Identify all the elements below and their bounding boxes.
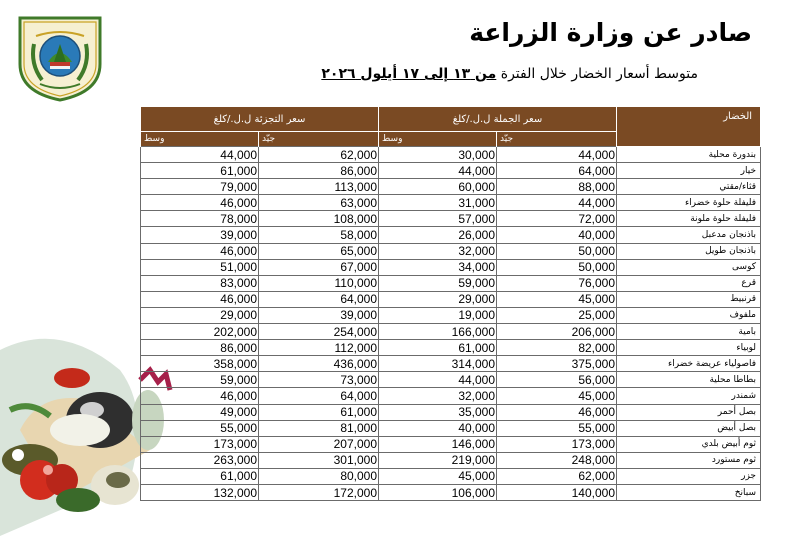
seal-icon <box>14 14 106 102</box>
retail-good-cell: 301,000 <box>259 452 379 468</box>
retail-medium-cell: 79,000 <box>141 179 259 195</box>
wholesale-medium-cell: 314,000 <box>379 356 497 372</box>
retail-price-header: سعر التجزئة ل.ل./كلغ <box>141 107 379 132</box>
table-row <box>141 356 761 372</box>
wholesale-medium-cell: 26,000 <box>379 227 497 243</box>
page-title: صادر عن وزارة الزراعة <box>469 18 752 47</box>
wholesale-good-cell: 45,000 <box>497 291 617 307</box>
wholesale-medium-cell: 44,000 <box>379 372 497 388</box>
retail-medium-cell: 78,000 <box>141 211 259 227</box>
wholesale-medium-cell: 44,000 <box>379 163 497 179</box>
retail-medium-cell: 44,000 <box>141 147 259 163</box>
wholesale-good-cell: 45,000 <box>497 388 617 404</box>
retail-good-cell: 86,000 <box>259 163 379 179</box>
vegetable-name-cell: فاصولياء عريضة خضراء <box>617 356 761 372</box>
retail-good-cell: 80,000 <box>259 468 379 484</box>
wholesale-good-cell: 46,000 <box>497 404 617 420</box>
wholesale-medium-cell: 60,000 <box>379 179 497 195</box>
wholesale-good-cell: 82,000 <box>497 340 617 356</box>
wholesale-medium-cell: 219,000 <box>379 452 497 468</box>
retail-good-header: جيّد <box>259 132 379 147</box>
retail-good-cell: 58,000 <box>259 227 379 243</box>
subtitle-prefix: متوسط أسعار الخضار خلال الفترة <box>500 66 698 82</box>
table-row <box>141 179 761 195</box>
vegetable-name-cell: باذنجان مدعبل <box>617 227 761 243</box>
wholesale-medium-cell: 40,000 <box>379 420 497 436</box>
wholesale-good-cell: 88,000 <box>497 179 617 195</box>
table-row <box>141 195 761 211</box>
wholesale-good-header: جيّد <box>497 132 617 147</box>
table-row <box>141 275 761 291</box>
table-row <box>141 259 761 275</box>
retail-medium-cell: 46,000 <box>141 291 259 307</box>
table-row <box>141 211 761 227</box>
wholesale-medium-cell: 57,000 <box>379 211 497 227</box>
wholesale-good-cell: 173,000 <box>497 436 617 452</box>
retail-good-cell: 207,000 <box>259 436 379 452</box>
table-row <box>141 436 761 452</box>
retail-medium-cell: 61,000 <box>141 468 259 484</box>
table-row <box>141 388 761 404</box>
table-row <box>141 340 761 356</box>
table-row <box>141 468 761 484</box>
wholesale-medium-cell: 32,000 <box>379 388 497 404</box>
retail-medium-cell: 132,000 <box>141 484 259 500</box>
table-row <box>141 227 761 243</box>
retail-medium-cell: 61,000 <box>141 163 259 179</box>
vegetable-name-cell: ملفوف <box>617 307 761 323</box>
wholesale-good-cell: 50,000 <box>497 243 617 259</box>
wholesale-good-cell: 76,000 <box>497 275 617 291</box>
retail-medium-header: وسط <box>141 132 259 147</box>
retail-good-cell: 254,000 <box>259 324 379 340</box>
wholesale-price-header: سعر الجملة ل.ل./كلغ <box>379 107 617 132</box>
vegetable-name-cell: سبانخ <box>617 484 761 500</box>
retail-good-cell: 73,000 <box>259 372 379 388</box>
wholesale-medium-cell: 45,000 <box>379 468 497 484</box>
subtitle-period: من ١٣ إلى ١٧ أيلول ٢٠٢٦ <box>321 66 497 82</box>
retail-medium-cell: 55,000 <box>141 420 259 436</box>
table-row <box>141 163 761 179</box>
retail-good-cell: 172,000 <box>259 484 379 500</box>
retail-medium-cell: 29,000 <box>141 307 259 323</box>
table-row <box>141 372 761 388</box>
table-row <box>141 147 761 163</box>
vegetable-name-cell: ثوم مستورد <box>617 452 761 468</box>
table-row <box>141 452 761 468</box>
vegetable-name-cell: قرع <box>617 275 761 291</box>
vegetable-name-cell: بصل أبيض <box>617 420 761 436</box>
retail-good-cell: 64,000 <box>259 291 379 307</box>
retail-good-cell: 39,000 <box>259 307 379 323</box>
table-row <box>141 307 761 323</box>
retail-good-cell: 436,000 <box>259 356 379 372</box>
wholesale-good-cell: 56,000 <box>497 372 617 388</box>
vegetable-name-cell: ثوم أبيض بلدي <box>617 436 761 452</box>
retail-good-cell: 61,000 <box>259 404 379 420</box>
retail-good-cell: 62,000 <box>259 147 379 163</box>
wholesale-medium-cell: 29,000 <box>379 291 497 307</box>
wholesale-good-cell: 64,000 <box>497 163 617 179</box>
table-header-row <box>141 107 761 132</box>
table-row <box>141 484 761 500</box>
vegetable-name-cell: باذنجان طويل <box>617 243 761 259</box>
wholesale-good-cell: 140,000 <box>497 484 617 500</box>
vegetables-header: الخضار <box>617 107 761 147</box>
retail-good-cell: 112,000 <box>259 340 379 356</box>
table-row <box>141 243 761 259</box>
retail-good-cell: 81,000 <box>259 420 379 436</box>
vegetable-name-cell: بندورة محلية <box>617 147 761 163</box>
retail-medium-cell: 358,000 <box>141 356 259 372</box>
ministry-logo <box>14 14 106 102</box>
wholesale-medium-cell: 35,000 <box>379 404 497 420</box>
wholesale-medium-header: وسط <box>379 132 497 147</box>
wholesale-good-cell: 72,000 <box>497 211 617 227</box>
wholesale-medium-cell: 166,000 <box>379 324 497 340</box>
vegetable-name-cell: شمندر <box>617 388 761 404</box>
vegetable-name-cell: بصل أحمر <box>617 404 761 420</box>
retail-medium-cell: 46,000 <box>141 243 259 259</box>
retail-good-cell: 65,000 <box>259 243 379 259</box>
table-row <box>141 404 761 420</box>
vegetable-name-cell: جزر <box>617 468 761 484</box>
wholesale-good-cell: 25,000 <box>497 307 617 323</box>
retail-good-cell: 108,000 <box>259 211 379 227</box>
wholesale-medium-cell: 34,000 <box>379 259 497 275</box>
retail-good-cell: 64,000 <box>259 388 379 404</box>
retail-medium-cell: 49,000 <box>141 404 259 420</box>
wholesale-good-cell: 55,000 <box>497 420 617 436</box>
period-subtitle <box>321 66 698 82</box>
retail-good-cell: 113,000 <box>259 179 379 195</box>
retail-medium-cell: 51,000 <box>141 259 259 275</box>
retail-good-cell: 110,000 <box>259 275 379 291</box>
wholesale-good-cell: 62,000 <box>497 468 617 484</box>
vegetable-name-cell: لوبياء <box>617 340 761 356</box>
retail-medium-cell: 46,000 <box>141 195 259 211</box>
prices-table <box>140 106 761 501</box>
table-row <box>141 420 761 436</box>
wholesale-good-cell: 206,000 <box>497 324 617 340</box>
prices-table-body <box>141 147 761 501</box>
vegetable-name-cell: بطاطا محلية <box>617 372 761 388</box>
wholesale-good-cell: 44,000 <box>497 195 617 211</box>
wholesale-good-cell: 44,000 <box>497 147 617 163</box>
wholesale-medium-cell: 106,000 <box>379 484 497 500</box>
retail-medium-cell: 39,000 <box>141 227 259 243</box>
wholesale-good-cell: 248,000 <box>497 452 617 468</box>
wholesale-medium-cell: 31,000 <box>379 195 497 211</box>
retail-medium-cell: 59,000 <box>141 372 259 388</box>
vegetable-name-cell: خيار <box>617 163 761 179</box>
vegetable-name-cell: فليفلة حلوة ملونة <box>617 211 761 227</box>
wholesale-medium-cell: 146,000 <box>379 436 497 452</box>
vegetable-name-cell: قثاء/مقتي <box>617 179 761 195</box>
retail-medium-cell: 83,000 <box>141 275 259 291</box>
table-row <box>141 291 761 307</box>
vegetable-name-cell: كوسى <box>617 259 761 275</box>
retail-medium-cell: 46,000 <box>141 388 259 404</box>
vegetable-name-cell: بامية <box>617 324 761 340</box>
retail-medium-cell: 86,000 <box>141 340 259 356</box>
table-row <box>141 324 761 340</box>
vegetable-name-cell: فليفلة حلوة خضراء <box>617 195 761 211</box>
vegetable-name-cell: قرنبيط <box>617 291 761 307</box>
retail-medium-cell: 263,000 <box>141 452 259 468</box>
wholesale-good-cell: 50,000 <box>497 259 617 275</box>
retail-good-cell: 67,000 <box>259 259 379 275</box>
wholesale-medium-cell: 59,000 <box>379 275 497 291</box>
retail-medium-cell: 173,000 <box>141 436 259 452</box>
wholesale-good-cell: 40,000 <box>497 227 617 243</box>
wholesale-medium-cell: 19,000 <box>379 307 497 323</box>
retail-medium-cell: 202,000 <box>141 324 259 340</box>
wholesale-medium-cell: 61,000 <box>379 340 497 356</box>
wholesale-medium-cell: 30,000 <box>379 147 497 163</box>
wholesale-good-cell: 375,000 <box>497 356 617 372</box>
retail-good-cell: 63,000 <box>259 195 379 211</box>
wholesale-medium-cell: 32,000 <box>379 243 497 259</box>
